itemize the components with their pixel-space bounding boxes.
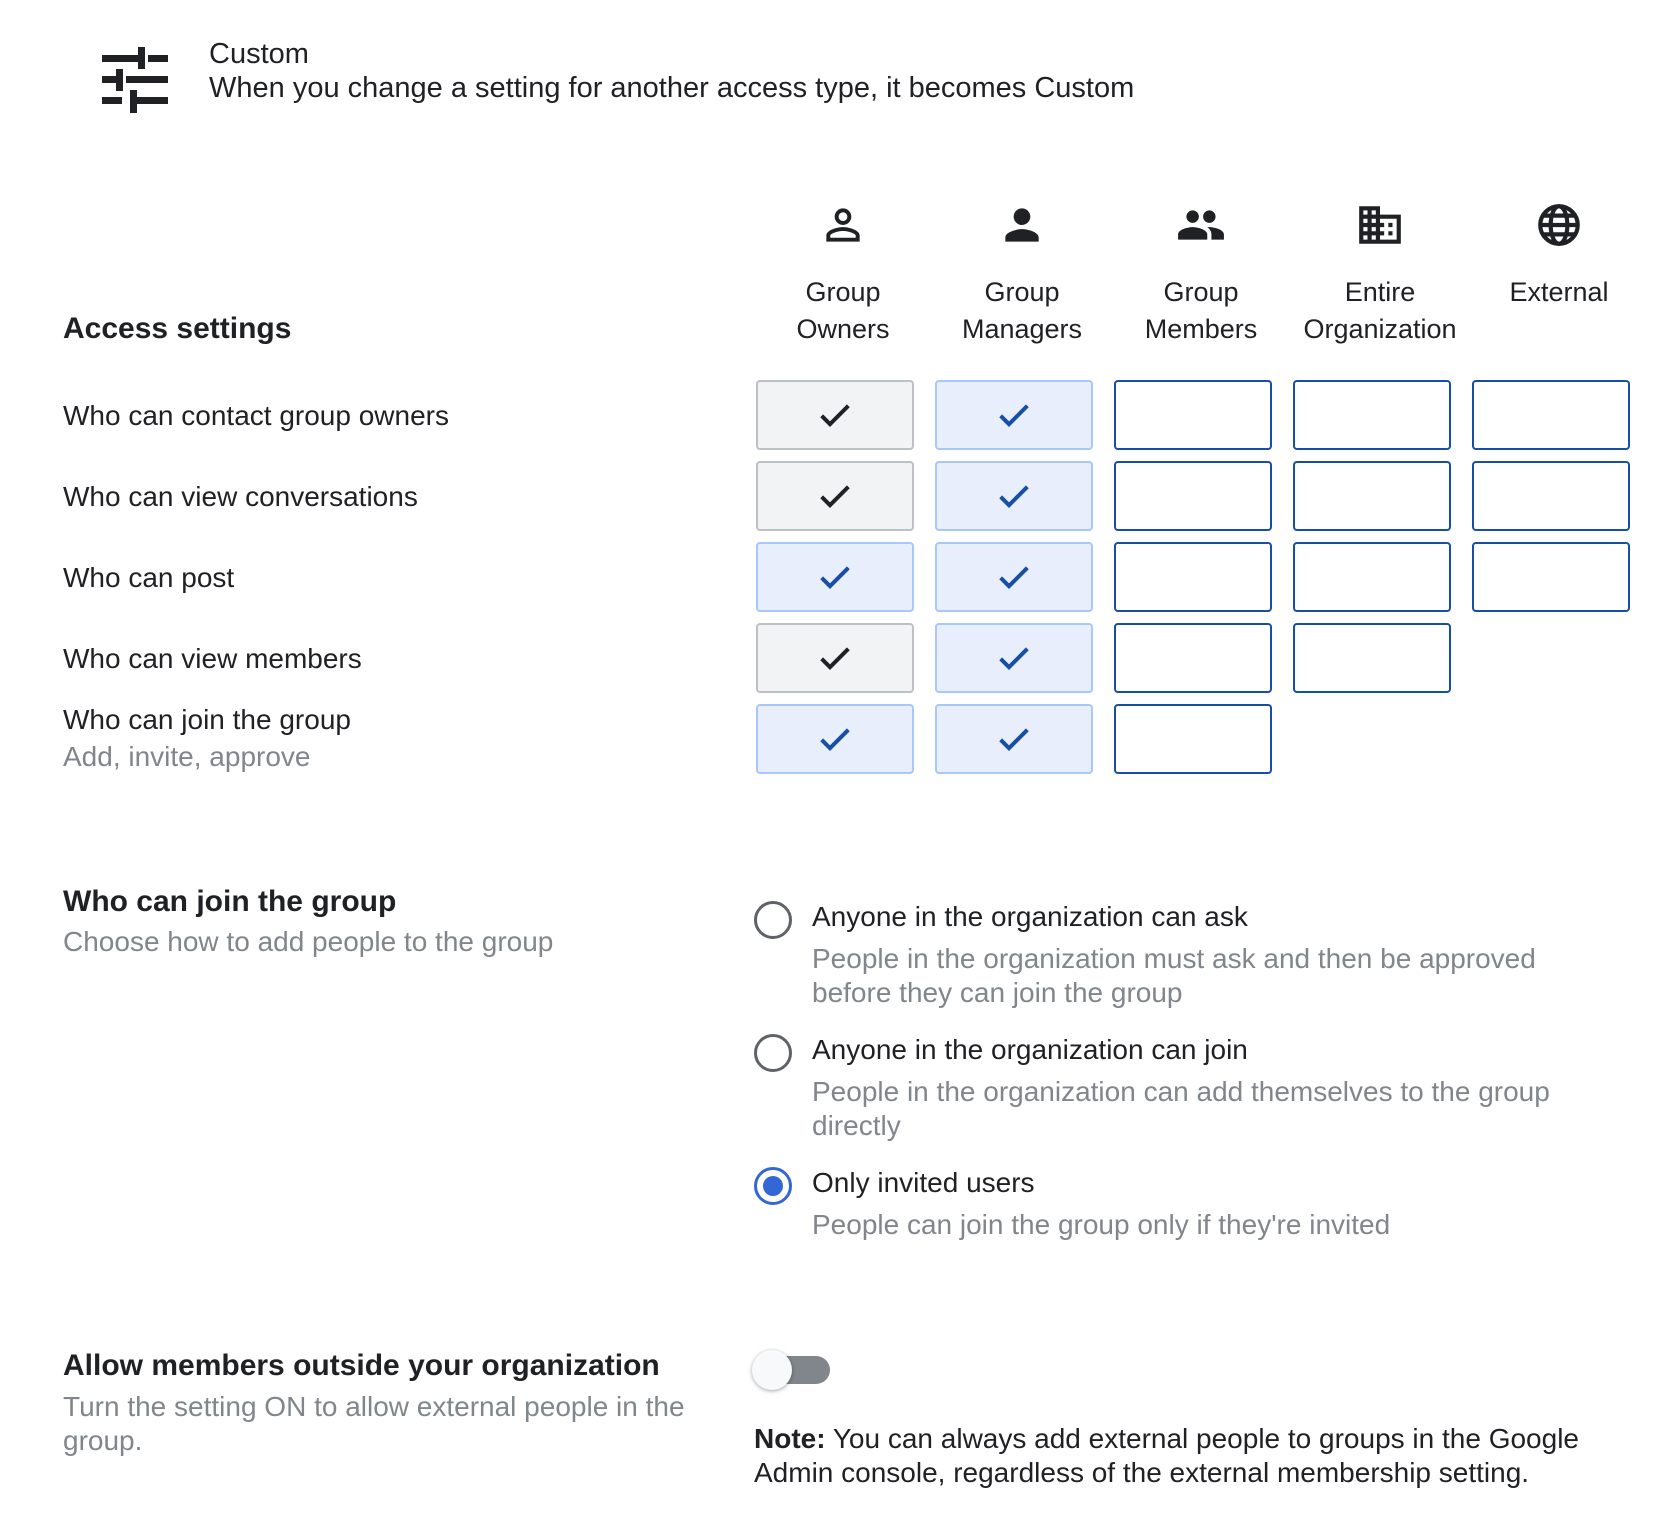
check-icon [815, 476, 855, 516]
access-cell-r1-managers[interactable] [935, 461, 1093, 531]
access-cell-r4-members[interactable] [1114, 704, 1272, 774]
person-icon [997, 200, 1047, 250]
group-icon [1176, 200, 1226, 250]
column-header-group-members: Group Members [1144, 277, 1258, 344]
access-cell-r0-organization[interactable] [1293, 380, 1451, 450]
domain-icon [1355, 200, 1405, 250]
radio-can-join[interactable] [754, 1034, 792, 1072]
custom-title: Custom [209, 38, 309, 70]
access-cell-r1-organization[interactable] [1293, 461, 1451, 531]
check-icon [994, 476, 1034, 516]
access-cell-r3-managers[interactable] [935, 623, 1093, 693]
check-icon [994, 638, 1034, 678]
check-icon [815, 395, 855, 435]
external-section-heading: Allow members outside your organization [63, 1349, 660, 1382]
check-icon [815, 638, 855, 678]
option-title-can-ask: Anyone in the organization can ask [812, 901, 1248, 932]
access-cell-r2-organization[interactable] [1293, 542, 1451, 612]
check-icon [815, 719, 855, 759]
option-title-invited-only: Only invited users [812, 1167, 1035, 1198]
custom-subtitle: When you change a setting for another access type, it becomes Custom [209, 72, 1135, 104]
access-cell-r1-owners [756, 461, 914, 531]
column-header-entire-organization: Entire Organization [1303, 277, 1457, 344]
access-cell-r4-owners[interactable] [756, 704, 914, 774]
row-label-post: Who can post [63, 562, 235, 593]
check-icon [815, 557, 855, 597]
person-outline-icon [818, 200, 868, 250]
toggle-thumb[interactable] [752, 1350, 792, 1390]
external-note [754, 1422, 1614, 1490]
row-label-join-group: Who can join the group [63, 704, 351, 735]
access-cell-r2-managers[interactable] [935, 542, 1093, 612]
option-desc-can-join: People in the organization can add themselves to the group directly [812, 1076, 1550, 1141]
column-header-group-managers: Group Managers [961, 277, 1083, 344]
access-cell-r1-members[interactable] [1114, 461, 1272, 531]
option-desc-can-ask: People in the organization must ask and then be approved before they can join the group [812, 943, 1536, 1008]
row-label-view-conversations: Who can view conversations [63, 481, 418, 512]
access-cell-r2-external[interactable] [1472, 542, 1630, 612]
access-cell-r3-organization[interactable] [1293, 623, 1451, 693]
column-header-group-owners: Group Owners [796, 277, 890, 344]
note-text: You can always add external people to groups in the Google Admin console, regardless of the external membership setting. [754, 1423, 1579, 1488]
option-title-can-join: Anyone in the organization can join [812, 1034, 1248, 1065]
access-cell-r1-external[interactable] [1472, 461, 1630, 531]
access-cell-r3-members[interactable] [1114, 623, 1272, 693]
row-label-contact-owners: Who can contact group owners [63, 400, 449, 431]
radio-invited-only[interactable] [754, 1167, 792, 1205]
globe-icon [1534, 200, 1584, 250]
access-cell-r2-members[interactable] [1114, 542, 1272, 612]
tune-icon [102, 47, 168, 113]
row-sublabel-join-group: Add, invite, approve [63, 741, 311, 772]
join-section-description: Choose how to add people to the group [63, 926, 554, 957]
access-cell-r0-members[interactable] [1114, 380, 1272, 450]
check-icon [994, 557, 1034, 597]
access-cell-r3-owners [756, 623, 914, 693]
check-icon [994, 395, 1034, 435]
access-settings-heading: Access settings [63, 312, 292, 345]
note-label: Note: [754, 1423, 826, 1454]
access-cell-r0-owners [756, 380, 914, 450]
join-section-heading: Who can join the group [63, 885, 397, 918]
access-cell-r0-external[interactable] [1472, 380, 1630, 450]
check-icon [994, 719, 1034, 759]
access-cell-r2-owners[interactable] [756, 542, 914, 612]
access-cell-r0-managers[interactable] [935, 380, 1093, 450]
external-section-description: Turn the setting ON to allow external people in the group. [63, 1391, 685, 1456]
option-desc-invited-only: People can join the group only if they're invited [812, 1209, 1391, 1240]
access-cell-r4-managers[interactable] [935, 704, 1093, 774]
radio-can-ask[interactable] [754, 901, 792, 939]
column-header-external: External [1509, 277, 1609, 307]
row-label-view-members: Who can view members [63, 643, 362, 674]
